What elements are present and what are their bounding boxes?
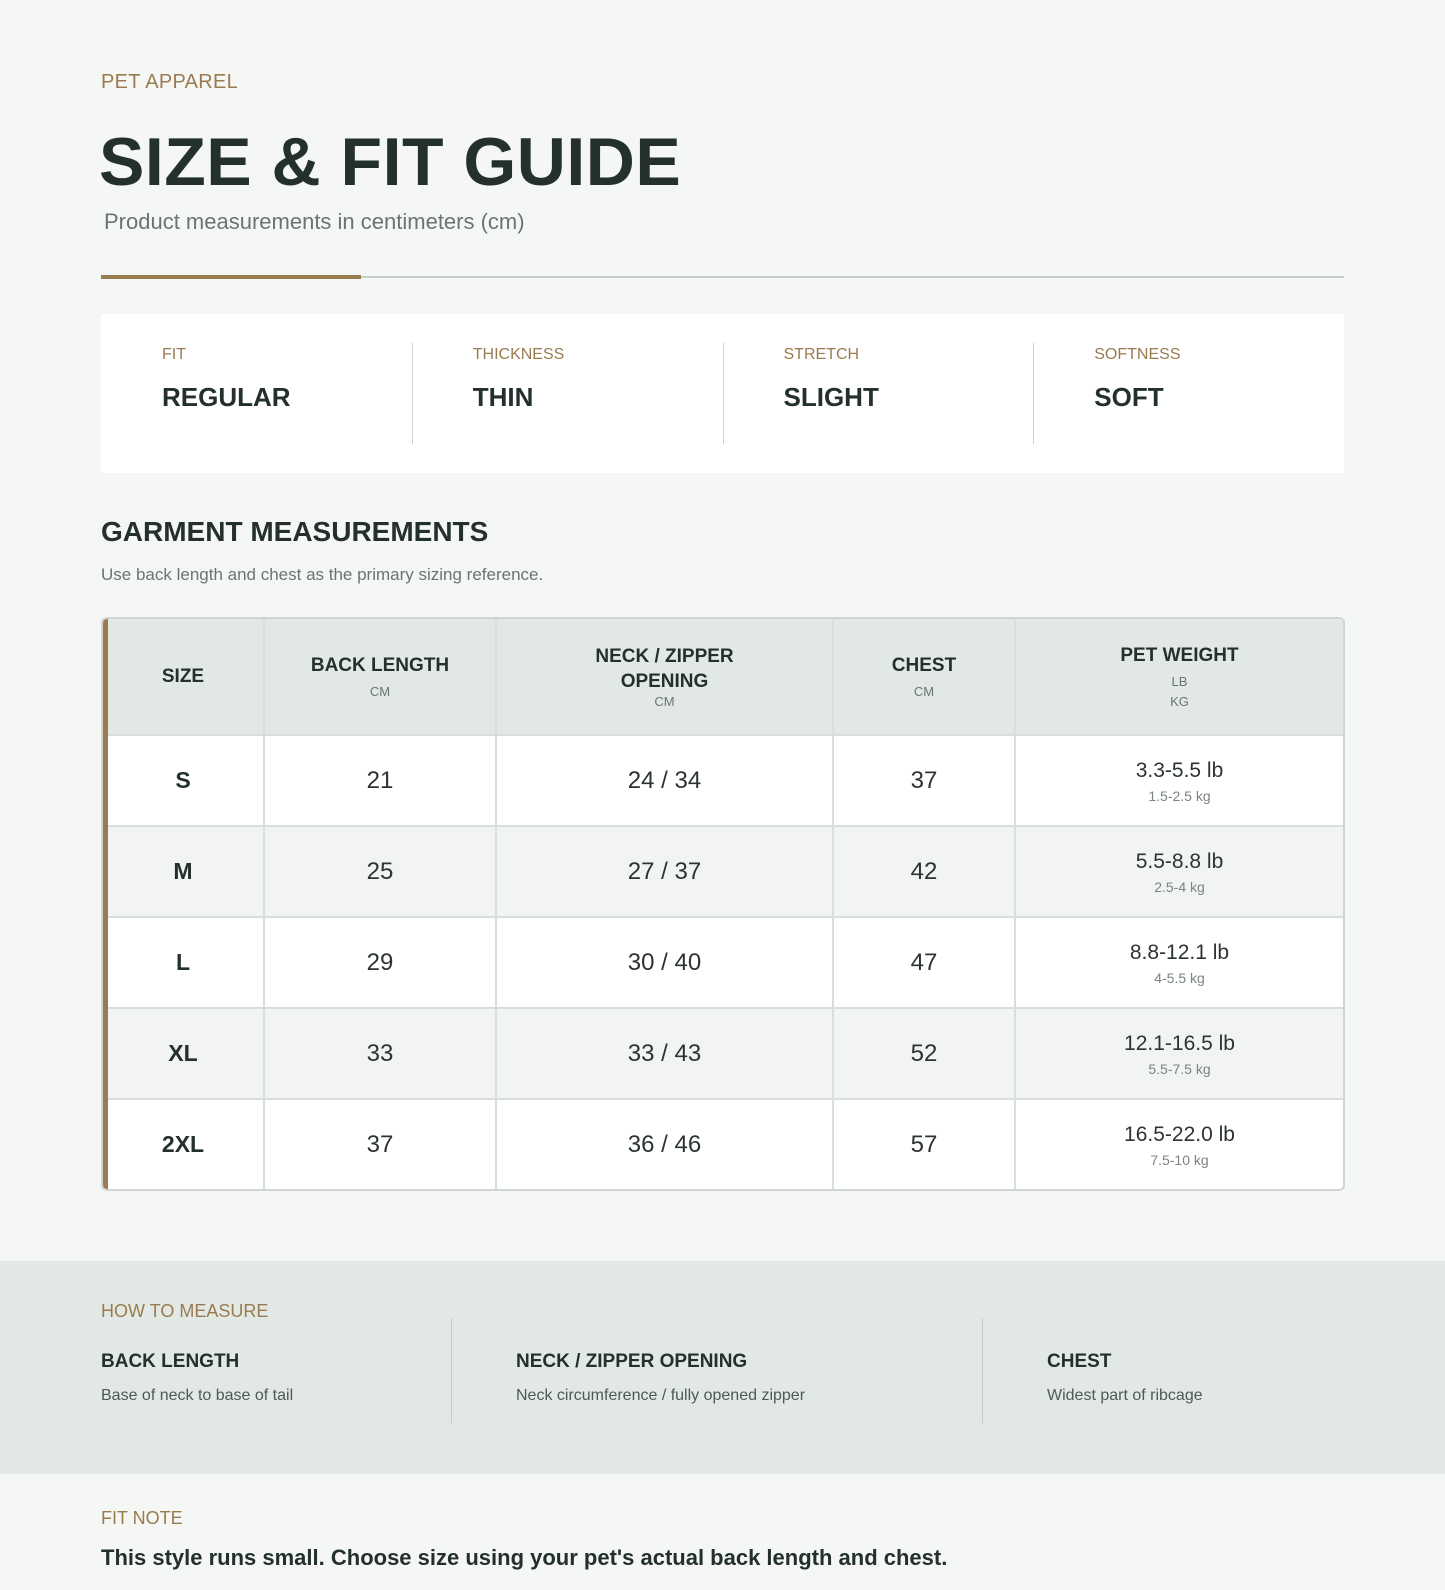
header-cell-pet-weight — [1014, 619, 1343, 734]
attribute-value: SLIGHT — [783, 382, 879, 412]
header-cell-size — [103, 619, 263, 734]
measure-item-desc: Widest part of ribcage — [1047, 1387, 1203, 1404]
attribute-value: THIN — [472, 382, 534, 412]
table-row — [103, 1007, 1343, 1098]
size-cell — [103, 1009, 263, 1098]
header-divider-accent — [101, 275, 361, 279]
back-length-value: 33 — [366, 1039, 394, 1067]
neck-zipper-value: 33 / 43 — [627, 1039, 702, 1067]
size-cell — [103, 918, 263, 1007]
header-unit: CM — [369, 684, 391, 699]
attribute-value: SOFT — [1094, 382, 1164, 412]
back-length-cell — [263, 1009, 495, 1098]
pet-weight-cell — [1014, 1009, 1343, 1098]
chest-cell — [832, 736, 1014, 825]
attribute-label: FIT — [162, 346, 186, 363]
neck-zipper-cell — [495, 1009, 832, 1098]
header-label: SIZE — [161, 666, 205, 687]
table-row — [103, 825, 1343, 916]
measure-item-title: BACK LENGTH — [101, 1351, 240, 1372]
size-label: 2XL — [161, 1131, 205, 1157]
chest-value: 47 — [910, 948, 938, 976]
size-cell — [103, 827, 263, 916]
weight-kg: 5.5-7.5 kg — [1148, 1060, 1211, 1077]
attribute-stretch — [723, 314, 1034, 473]
neck-zipper-cell — [495, 736, 832, 825]
chest-value: 57 — [910, 1130, 938, 1158]
pet-weight-cell — [1014, 827, 1343, 916]
chest-cell — [832, 827, 1014, 916]
measure-item-desc: Base of neck to base of tail — [101, 1387, 294, 1404]
fit-note-text: This style runs small. Choose size using your pet's actual back length and chest. — [101, 1545, 948, 1570]
header-cell-back-length — [263, 619, 495, 734]
fit-note-eyebrow: FIT NOTE — [101, 1508, 183, 1528]
weight-kg: 2.5-4 kg — [1154, 878, 1205, 895]
weight-kg: 7.5-10 kg — [1150, 1151, 1209, 1168]
attribute-label: THICKNESS — [472, 346, 565, 363]
weight-lb: 8.8-12.1 lb — [1129, 940, 1230, 964]
category-eyebrow: PET APPAREL — [101, 71, 239, 93]
header-unit: KG — [1170, 694, 1189, 709]
header-unit: LB — [1171, 674, 1188, 689]
header-label: PET WEIGHT — [1120, 645, 1239, 666]
table-row — [103, 1098, 1343, 1189]
measure-item-chest — [1047, 1351, 1203, 1405]
table-row — [103, 916, 1343, 1007]
back-length-value: 37 — [366, 1130, 394, 1158]
chest-cell — [832, 918, 1014, 1007]
table-header-row — [103, 619, 1343, 734]
attribute-fit — [101, 314, 412, 473]
fit-attributes-panel — [101, 314, 1344, 473]
header-label: NECK / ZIPPER OPENING — [595, 645, 734, 692]
neck-zipper-cell — [495, 1100, 832, 1189]
page-subtitle: Product measurements in centimeters (cm) — [104, 209, 525, 234]
back-length-cell — [263, 736, 495, 825]
chest-value: 52 — [910, 1039, 938, 1067]
how-to-measure-panel — [0, 1261, 1445, 1474]
chest-value: 42 — [910, 857, 938, 885]
weight-kg: 4-5.5 kg — [1154, 969, 1205, 986]
neck-zipper-cell — [495, 827, 832, 916]
weight-lb: 16.5-22.0 lb — [1124, 1122, 1235, 1146]
header-label: CHEST — [891, 655, 957, 676]
measure-item-title: CHEST — [1047, 1351, 1112, 1372]
weight-kg: 1.5-2.5 kg — [1148, 787, 1211, 804]
neck-zipper-value: 27 / 37 — [627, 857, 702, 885]
section-subtitle: Use back length and chest as the primary sizing reference. — [101, 565, 544, 584]
back-length-value: 25 — [366, 857, 394, 885]
measure-divider — [982, 1318, 983, 1423]
weight-lb: 5.5-8.8 lb — [1135, 849, 1224, 873]
size-label: M — [173, 858, 193, 884]
attribute-thickness — [412, 314, 723, 473]
back-length-value: 29 — [366, 948, 394, 976]
page-title: SIZE & FIT GUIDE — [99, 124, 682, 200]
pet-weight-cell — [1014, 736, 1343, 825]
size-label: S — [175, 767, 191, 793]
neck-zipper-cell — [495, 918, 832, 1007]
header-cell-chest — [832, 619, 1014, 734]
section-title: GARMENT MEASUREMENTS — [101, 516, 489, 547]
chest-cell — [832, 1009, 1014, 1098]
header-label: BACK LENGTH — [310, 655, 450, 676]
measure-item-title: NECK / ZIPPER OPENING — [516, 1351, 748, 1372]
neck-zipper-value: 36 / 46 — [627, 1130, 702, 1158]
neck-zipper-value: 30 / 40 — [627, 948, 702, 976]
attribute-softness — [1033, 314, 1344, 473]
measure-item-neck-zipper — [516, 1351, 805, 1405]
header-unit: CM — [913, 684, 935, 699]
back-length-cell — [263, 827, 495, 916]
size-cell — [103, 1100, 263, 1189]
size-label: XL — [168, 1040, 198, 1066]
weight-lb: 12.1-16.5 lb — [1124, 1031, 1235, 1055]
measure-item-back-length — [101, 1351, 293, 1405]
size-chart-table — [101, 617, 1345, 1191]
attribute-label: STRETCH — [783, 346, 860, 363]
pet-weight-cell — [1014, 918, 1343, 1007]
size-cell — [103, 736, 263, 825]
header-unit: CM — [654, 693, 675, 709]
size-label: L — [175, 949, 191, 975]
neck-zipper-value: 24 / 34 — [627, 766, 702, 794]
chest-cell — [832, 1100, 1014, 1189]
back-length-cell — [263, 1100, 495, 1189]
table-row — [103, 734, 1343, 825]
back-length-cell — [263, 918, 495, 1007]
back-length-value: 21 — [366, 766, 394, 794]
attribute-value: REGULAR — [162, 382, 291, 412]
measure-item-desc: Neck circumference / fully opened zipper — [516, 1387, 806, 1404]
pet-weight-cell — [1014, 1100, 1343, 1189]
header-cell-neck-zipper — [495, 619, 832, 734]
measure-divider — [451, 1318, 452, 1423]
how-to-measure-eyebrow: HOW TO MEASURE — [101, 1301, 269, 1321]
chest-value: 37 — [910, 766, 938, 794]
attribute-label: SOFTNESS — [1094, 346, 1181, 363]
weight-lb: 3.3-5.5 lb — [1135, 758, 1224, 782]
